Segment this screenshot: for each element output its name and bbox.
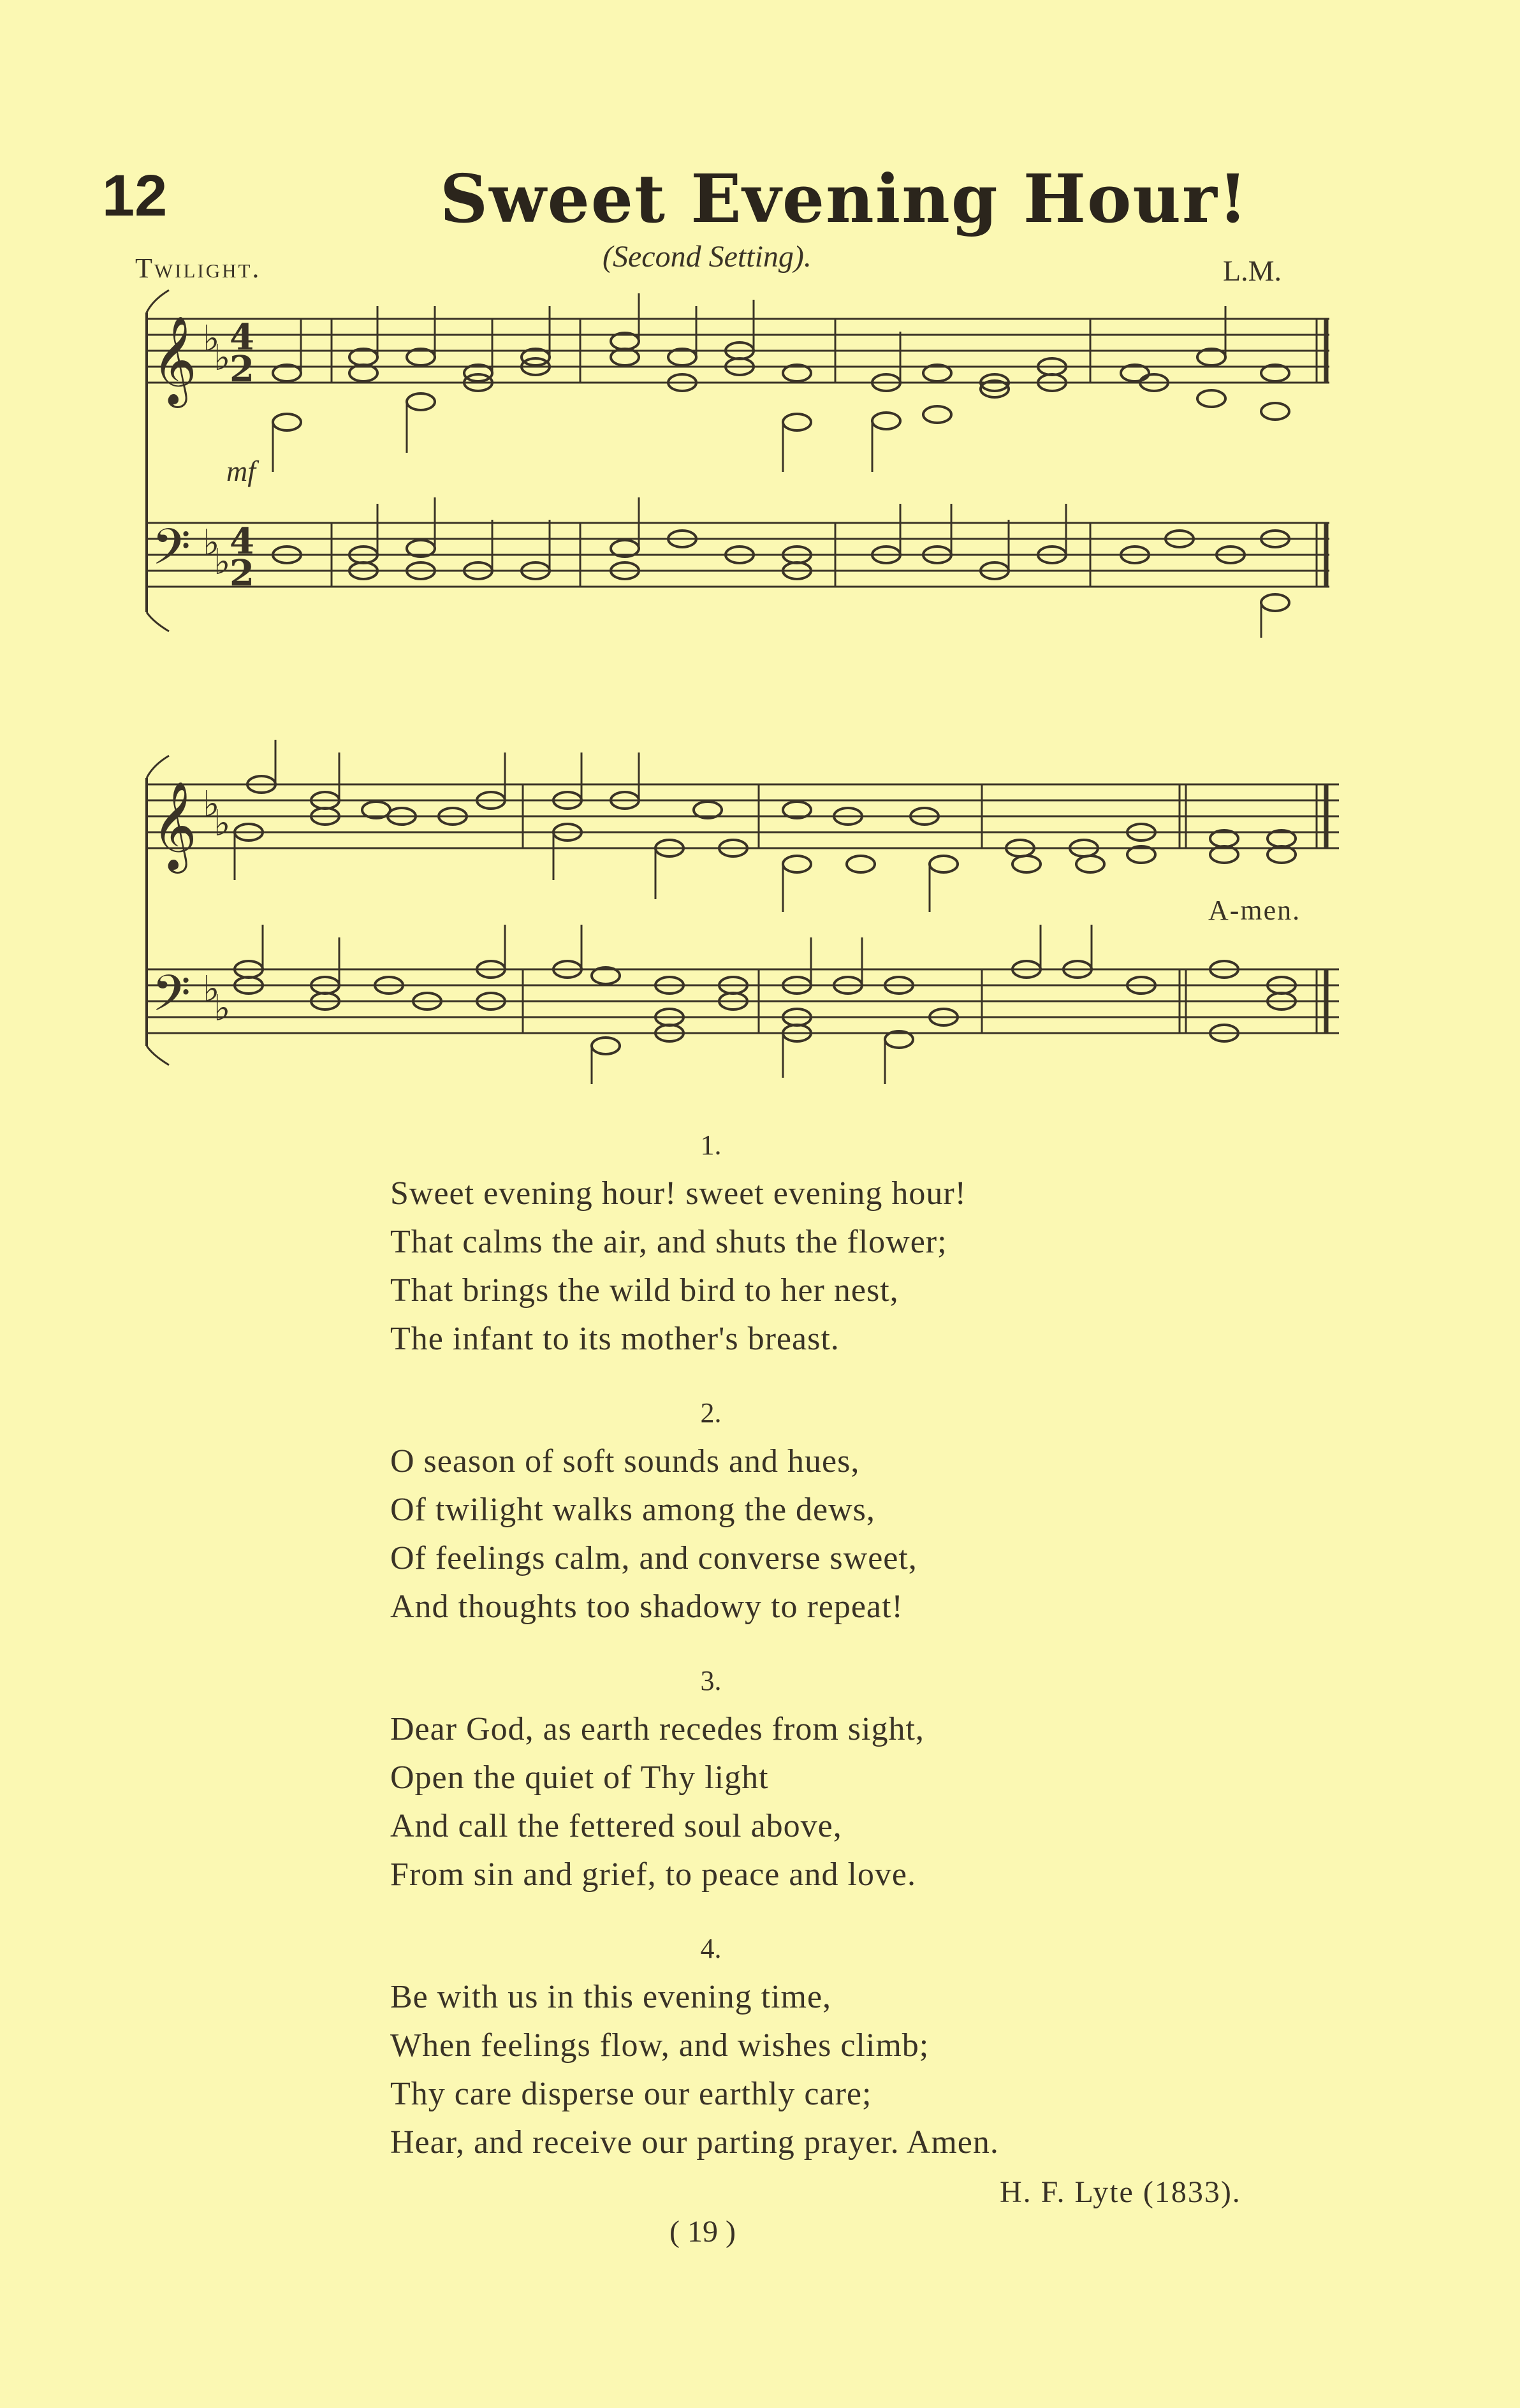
verse-line: And call the fettered soul above,: [390, 1808, 842, 1844]
verse-line: Thy care disperse our earthly care;: [390, 2076, 872, 2112]
verse-number: 2.: [700, 1397, 722, 1428]
verse-line: Open the quiet of Thy light: [390, 1759, 769, 1796]
verse-line: That calms the air, and shuts the flower;: [390, 1224, 947, 1260]
svg-text:♭: ♭: [203, 968, 220, 1010]
hymn-title: Sweet Evening Hour!: [440, 159, 1249, 238]
bass-staff-1: [147, 523, 1329, 587]
bass-clef-icon: 𝄢: [152, 518, 191, 589]
svg-text:4: 4: [230, 520, 254, 562]
svg-text:♭: ♭: [214, 987, 231, 1029]
treble-staff-1: [147, 319, 1329, 383]
setting-label: (Second Setting).: [603, 240, 812, 274]
treble-staff-2: [147, 784, 1339, 848]
verse-line: The infant to its mother's breast.: [390, 1321, 840, 1357]
verse-number: 4.: [700, 1933, 722, 1964]
verse-line: Of twilight walks among the dews,: [390, 1492, 875, 1528]
svg-text:♭: ♭: [214, 802, 231, 844]
verse-line: From sin and grief, to peace and love.: [390, 1856, 916, 1893]
author-attribution: H. F. Lyte (1833).: [1000, 2175, 1241, 2209]
treble-clef-icon: 𝄞: [152, 316, 197, 404]
music-system-2: [96, 727, 1339, 1084]
svg-text:♭: ♭: [203, 522, 220, 564]
svg-text:♭: ♭: [203, 783, 220, 825]
meter-label: L.M.: [1223, 254, 1282, 287]
hymn-number: 12: [102, 163, 168, 228]
verse-number: 1.: [700, 1129, 722, 1161]
verse-line: When feelings flow, and wishes climb;: [390, 2027, 930, 2064]
verse-line: O season of soft sounds and hues,: [390, 1443, 860, 1479]
svg-text:♭: ♭: [203, 318, 220, 360]
verse-line: Of feelings calm, and converse sweet,: [390, 1540, 917, 1576]
svg-text:2: 2: [230, 348, 254, 390]
verse-line: Be with us in this evening time,: [390, 1979, 832, 2015]
verse-line: Hear, and receive our parting prayer. Amen.: [390, 2124, 999, 2161]
verse-line: And thoughts too shadowy to repeat!: [390, 1589, 903, 1625]
verse-line: Sweet evening hour! sweet evening hour!: [390, 1175, 967, 1212]
svg-text:𝄞: 𝄞: [152, 781, 197, 870]
music-system-1: [96, 255, 1339, 638]
page-number: ( 19 ): [669, 2215, 736, 2249]
tune-name: Twilight.: [135, 253, 261, 284]
verse-number: 3.: [700, 1665, 722, 1696]
svg-text:♭: ♭: [214, 337, 231, 379]
svg-text:2: 2: [230, 552, 254, 594]
verse-line: That brings the wild bird to her nest,: [390, 1272, 899, 1309]
svg-text:4: 4: [230, 316, 254, 358]
amen-label: A-men.: [1208, 895, 1301, 926]
svg-text:♭: ♭: [214, 541, 231, 583]
verse-line: Dear God, as earth recedes from sight,: [390, 1711, 924, 1747]
svg-text:𝄢: 𝄢: [152, 965, 191, 1035]
dynamic-marking: mf: [226, 455, 256, 487]
